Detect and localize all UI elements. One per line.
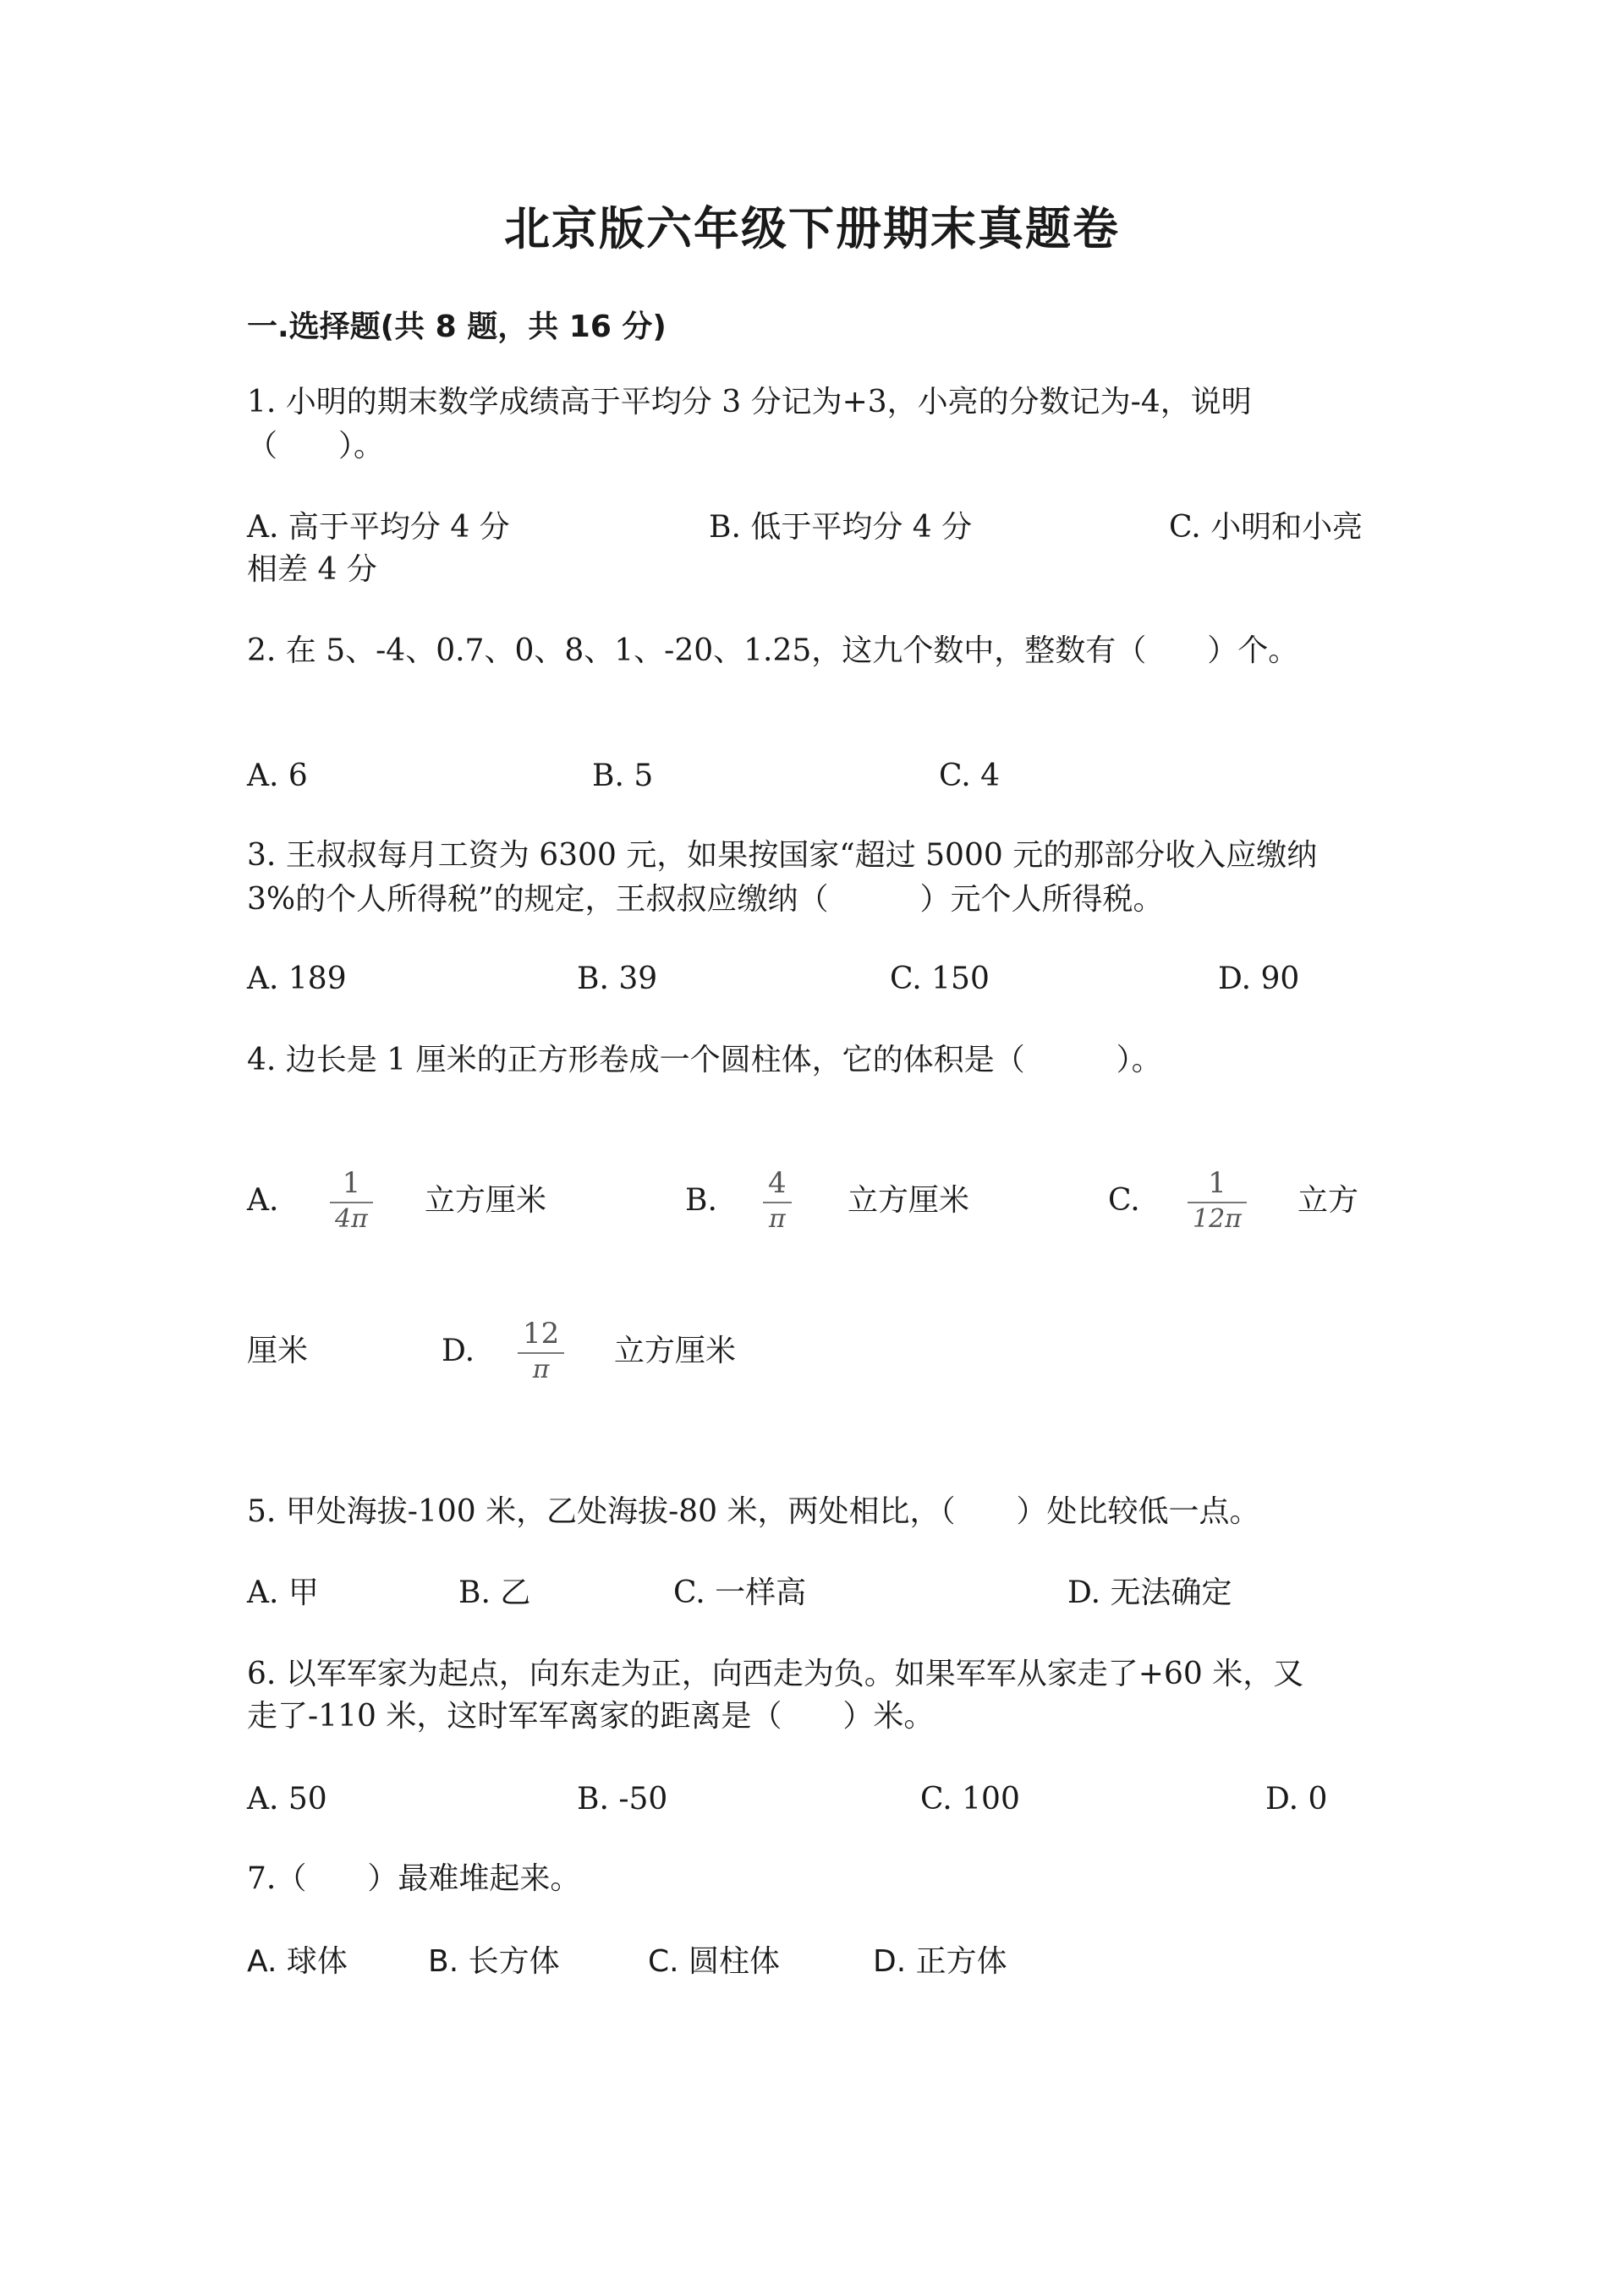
fraction-option-a bbox=[330, 1166, 373, 1234]
question-4-option-b-unit: 立方厘米 bbox=[848, 1183, 970, 1218]
question-4-option-b-label: B. bbox=[685, 1183, 717, 1218]
question-7-option-a: A. 球体 bbox=[247, 1944, 348, 1979]
question-3-text: 3. 王叔叔每月工资为 6300 元，如果按国家“超过 5000 元的那部分收入应缴纳 bbox=[247, 838, 1318, 873]
question-6-option-c: C. 100 bbox=[920, 1782, 1020, 1817]
fraction-bar bbox=[1188, 1202, 1247, 1203]
question-1-text: 1. 小明的期末数学成绩高于平均分 3 分记为+3，小亮的分数记为-4，说明 bbox=[247, 385, 1252, 419]
question-3-text-cont: 3%的个人所得税”的规定，王叔叔应缴纳（ ）元个人所得税。 bbox=[247, 882, 1164, 917]
question-4-option-d-unit: 立方厘米 bbox=[614, 1334, 737, 1368]
fraction-d-numerator: 12 bbox=[523, 1317, 560, 1351]
question-4-option-c-unit: 立方 bbox=[1298, 1183, 1359, 1218]
question-5-option-b: B. 乙 bbox=[458, 1575, 531, 1610]
question-2-option-b: B. 5 bbox=[592, 759, 654, 793]
question-4-option-c-unit-cont: 厘米 bbox=[247, 1334, 309, 1368]
fraction-c-denominator: 12π bbox=[1193, 1203, 1242, 1234]
fraction-option-b bbox=[763, 1166, 792, 1234]
question-4-text: 4. 边长是 1 厘米的正方形卷成一个圆柱体，它的体积是（ ）。 bbox=[247, 1043, 1162, 1077]
fraction-a-denominator: 4π bbox=[335, 1203, 368, 1234]
fraction-bar bbox=[330, 1202, 373, 1203]
fraction-a-numerator: 1 bbox=[342, 1166, 361, 1200]
question-1-option-c: C. 小明和小亮 bbox=[1169, 510, 1363, 545]
question-2-option-a: A. 6 bbox=[247, 759, 308, 793]
question-2-option-c: C. 4 bbox=[939, 759, 1001, 793]
question-3-option-c: C. 150 bbox=[890, 962, 990, 996]
question-2-text: 2. 在 5、-4、0.7、0、8、1、-20、1.25，这九个数中，整数有（ ）个。 bbox=[247, 633, 1299, 668]
question-6-option-a: A. 50 bbox=[247, 1782, 327, 1817]
question-7-option-d: D. 正方体 bbox=[873, 1944, 1007, 1979]
question-6-option-d: D. 0 bbox=[1265, 1782, 1328, 1817]
question-4-option-d-label: D. bbox=[442, 1334, 475, 1368]
question-1-option-c-cont: 相差 4 分 bbox=[247, 552, 377, 587]
page-title: 北京版六年级下册期末真题卷 bbox=[504, 201, 1120, 255]
question-3-option-a: A. 189 bbox=[247, 962, 347, 996]
question-7-text: 7.（ ）最难堆起来。 bbox=[247, 1861, 581, 1896]
question-7-option-b: B. 长方体 bbox=[428, 1944, 560, 1979]
fraction-bar bbox=[518, 1352, 564, 1354]
question-6-text-cont: 走了-110 米，这时军军离家的距离是（ ）米。 bbox=[247, 1699, 935, 1734]
question-3-option-d: D. 90 bbox=[1218, 962, 1300, 996]
question-5-text: 5. 甲处海拔-100 米，乙处海拔-80 米，两处相比，（ ）处比较低一点。 bbox=[247, 1494, 1260, 1529]
fraction-b-numerator: 4 bbox=[768, 1166, 787, 1200]
fraction-option-c bbox=[1188, 1166, 1247, 1234]
question-6-option-b: B. -50 bbox=[577, 1782, 668, 1817]
question-4-option-a-label: A. bbox=[247, 1183, 279, 1218]
section-header: 一.选择题(共 8 题，共 16 分) bbox=[247, 310, 667, 344]
fraction-d-denominator: π bbox=[532, 1354, 550, 1384]
question-1-option-a: A. 高于平均分 4 分 bbox=[247, 510, 510, 545]
question-1-option-b: B. 低于平均分 4 分 bbox=[709, 510, 973, 545]
question-4-option-c-label: C. bbox=[1108, 1183, 1140, 1218]
question-5-option-d: D. 无法确定 bbox=[1067, 1575, 1232, 1610]
fraction-bar bbox=[763, 1202, 792, 1203]
fraction-option-d bbox=[518, 1319, 564, 1383]
question-3-option-b: B. 39 bbox=[577, 962, 658, 996]
fraction-b-denominator: π bbox=[768, 1203, 786, 1234]
question-5-option-c: C. 一样高 bbox=[673, 1575, 807, 1610]
question-1-blank: （ ）。 bbox=[247, 429, 385, 463]
question-4-option-a-unit: 立方厘米 bbox=[425, 1183, 547, 1218]
question-6-text: 6. 以军军家为起点，向东走为正，向西走为负。如果军军从家走了+60 米，又 bbox=[247, 1657, 1304, 1691]
question-5-option-a: A. 甲 bbox=[247, 1575, 319, 1610]
question-7-option-c: C. 圆柱体 bbox=[648, 1944, 781, 1979]
fraction-c-numerator: 1 bbox=[1208, 1166, 1226, 1200]
